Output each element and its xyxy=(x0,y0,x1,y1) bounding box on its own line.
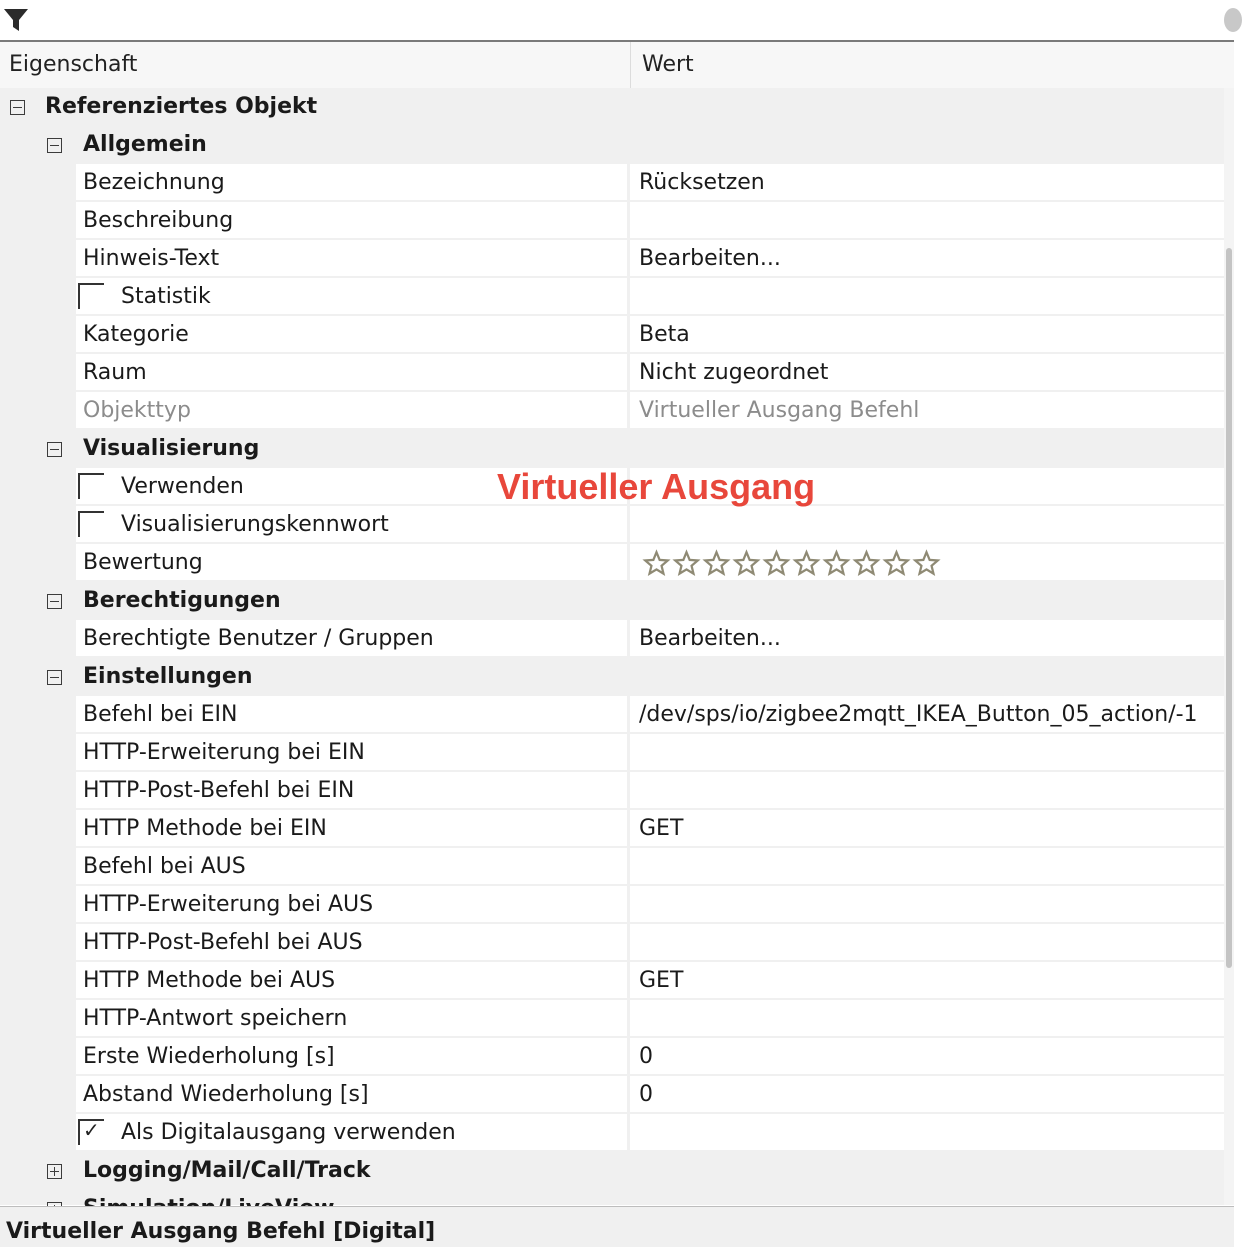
property-value: 0 xyxy=(639,1082,653,1107)
property-value-cell[interactable] xyxy=(630,772,1224,808)
scrollbar-thumb[interactable] xyxy=(1226,248,1232,968)
property-label: Beschreibung xyxy=(83,208,234,233)
category-label: Referenziertes Objekt xyxy=(45,94,318,119)
property-row-bezeichnung[interactable] xyxy=(0,164,1224,202)
property-value: GET xyxy=(639,816,684,841)
property-label: Verwenden xyxy=(121,474,244,499)
property-row-hinweis-text[interactable] xyxy=(0,240,1224,278)
check-icon: ✓ xyxy=(83,1118,100,1142)
property-value-cell[interactable] xyxy=(630,810,1224,846)
property-value-cell[interactable] xyxy=(630,1038,1224,1074)
property-value-cell[interactable] xyxy=(630,278,1224,314)
category-row-referenziertes-objekt[interactable] xyxy=(0,88,1224,126)
property-row-befehl-bei-aus[interactable] xyxy=(0,848,1224,886)
property-row-berechtigte-benutzer-gruppen[interactable] xyxy=(0,620,1224,658)
category-label: Logging/Mail/Call/Track xyxy=(83,1158,371,1183)
property-label: Raum xyxy=(83,360,147,385)
collapse-icon[interactable] xyxy=(47,138,62,153)
property-row-http-erweiterung-bei-ein[interactable] xyxy=(0,734,1224,772)
expand-icon[interactable] xyxy=(47,1164,62,1179)
property-value-cell[interactable] xyxy=(630,886,1224,922)
star-icon[interactable] xyxy=(643,550,670,577)
checkbox-checked[interactable] xyxy=(78,1119,104,1145)
property-row-beschreibung[interactable] xyxy=(0,202,1224,240)
property-value: /dev/sps/io/zigbee2mqtt_IKEA_Button_05_action/-1 xyxy=(639,702,1198,727)
property-label: Befehl bei EIN xyxy=(83,702,238,727)
property-label: Als Digitalausgang verwenden xyxy=(121,1120,456,1145)
property-value-cell[interactable] xyxy=(630,1076,1224,1112)
star-icon[interactable] xyxy=(913,550,940,577)
property-row-http-erweiterung-bei-aus[interactable] xyxy=(0,886,1224,924)
property-value: Bearbeiten... xyxy=(639,246,781,271)
category-label: Berechtigungen xyxy=(83,588,281,613)
property-value-cell[interactable] xyxy=(630,1114,1224,1150)
property-row-http-methode-bei-ein[interactable] xyxy=(0,810,1224,848)
property-value: Nicht zugeordnet xyxy=(639,360,829,385)
property-value: Rücksetzen xyxy=(639,170,765,195)
filter-icon[interactable] xyxy=(2,6,32,34)
property-label: Bewertung xyxy=(83,550,203,575)
property-label: HTTP Methode bei AUS xyxy=(83,968,336,993)
star-icon[interactable] xyxy=(673,550,700,577)
category-label: Einstellungen xyxy=(83,664,253,689)
property-value: Virtueller Ausgang Befehl xyxy=(639,398,920,423)
property-label: Kategorie xyxy=(83,322,189,347)
collapse-icon[interactable] xyxy=(47,442,62,457)
property-value: 0 xyxy=(639,1044,653,1069)
property-value-cell[interactable] xyxy=(630,202,1224,238)
description-title: Virtueller Ausgang Befehl [Digital] xyxy=(6,1219,436,1244)
property-label: HTTP-Post-Befehl bei AUS xyxy=(83,930,363,955)
star-icon[interactable] xyxy=(703,550,730,577)
property-value-cell[interactable] xyxy=(630,1000,1224,1036)
clear-search-icon[interactable] xyxy=(1224,8,1242,32)
star-icon[interactable] xyxy=(823,550,850,577)
star-icon[interactable] xyxy=(853,550,880,577)
checkbox-unchecked[interactable] xyxy=(78,283,104,309)
star-icon[interactable] xyxy=(883,550,910,577)
property-row-http-post-befehl-bei-aus[interactable] xyxy=(0,924,1224,962)
property-label: Erste Wiederholung [s] xyxy=(83,1044,335,1069)
property-label: HTTP-Erweiterung bei EIN xyxy=(83,740,365,765)
collapse-icon[interactable] xyxy=(47,670,62,685)
star-icon[interactable] xyxy=(733,550,760,577)
property-label: Visualisierungskennwort xyxy=(121,512,389,537)
property-row-statistik[interactable] xyxy=(0,278,1224,316)
property-row-als-digitalausgang-verwenden[interactable] xyxy=(0,1114,1224,1152)
property-label: Befehl bei AUS xyxy=(83,854,246,879)
property-grid xyxy=(0,88,1224,1205)
description-bar xyxy=(0,1206,1234,1247)
property-value: GET xyxy=(639,968,684,993)
property-value-cell[interactable] xyxy=(630,848,1224,884)
property-row-raum[interactable] xyxy=(0,354,1224,392)
property-label: HTTP-Erweiterung bei AUS xyxy=(83,892,374,917)
property-row-abstand-wiederholung-s[interactable] xyxy=(0,1076,1224,1114)
property-value-cell[interactable] xyxy=(630,316,1224,352)
collapse-icon[interactable] xyxy=(47,594,62,609)
vertical-scrollbar[interactable] xyxy=(1224,88,1234,1205)
property-row-bewertung[interactable] xyxy=(0,544,1224,582)
annotation-overlay-label: Virtueller Ausgang xyxy=(497,466,816,507)
star-icon[interactable] xyxy=(793,550,820,577)
column-divider[interactable] xyxy=(630,42,631,88)
category-label: Allgemein xyxy=(83,132,207,157)
property-label: HTTP-Antwort speichern xyxy=(83,1006,348,1031)
property-row-objekttyp[interactable] xyxy=(0,392,1224,430)
property-row-http-post-befehl-bei-ein[interactable] xyxy=(0,772,1224,810)
property-row-erste-wiederholung-s[interactable] xyxy=(0,1038,1224,1076)
column-header-value[interactable]: Wert xyxy=(642,52,694,77)
property-label: Objekttyp xyxy=(83,398,191,423)
property-row-http-methode-bei-aus[interactable] xyxy=(0,962,1224,1000)
property-row-http-antwort-speichern[interactable] xyxy=(0,1000,1224,1038)
property-value-cell[interactable] xyxy=(630,734,1224,770)
rating-stars[interactable] xyxy=(643,550,940,576)
property-label: Berechtigte Benutzer / Gruppen xyxy=(83,626,434,651)
category-row-visualisierung[interactable] xyxy=(0,430,1224,468)
property-name-cell xyxy=(76,354,627,390)
property-label: Bezeichnung xyxy=(83,170,225,195)
checkbox-unchecked[interactable] xyxy=(78,473,104,499)
category-row-logging-mail-call-track[interactable] xyxy=(0,1152,1224,1190)
property-value: Bearbeiten... xyxy=(639,626,781,651)
property-value-cell[interactable] xyxy=(630,924,1224,960)
property-value: Beta xyxy=(639,322,690,347)
property-value-cell[interactable] xyxy=(630,506,1224,542)
category-row-berechtigungen[interactable] xyxy=(0,582,1224,620)
property-row-visualisierungskennwort[interactable] xyxy=(0,506,1224,544)
property-label: HTTP Methode bei EIN xyxy=(83,816,327,841)
category-row-einstellungen[interactable] xyxy=(0,658,1224,696)
category-row-allgemein[interactable] xyxy=(0,126,1224,164)
filter-toolbar xyxy=(0,0,1234,42)
collapse-icon[interactable] xyxy=(10,100,25,115)
property-label: HTTP-Post-Befehl bei EIN xyxy=(83,778,355,803)
checkbox-unchecked[interactable] xyxy=(78,511,104,537)
column-header-property[interactable]: Eigenschaft xyxy=(9,52,138,77)
property-row-kategorie[interactable] xyxy=(0,316,1224,354)
star-icon[interactable] xyxy=(763,550,790,577)
property-label: Abstand Wiederholung [s] xyxy=(83,1082,369,1107)
grid-header xyxy=(0,42,1234,89)
property-label: Statistik xyxy=(121,284,211,309)
property-value-cell[interactable] xyxy=(630,962,1224,998)
property-label: Hinweis-Text xyxy=(83,246,220,271)
category-label: Visualisierung xyxy=(83,436,260,461)
property-row-befehl-bei-ein[interactable] xyxy=(0,696,1224,734)
